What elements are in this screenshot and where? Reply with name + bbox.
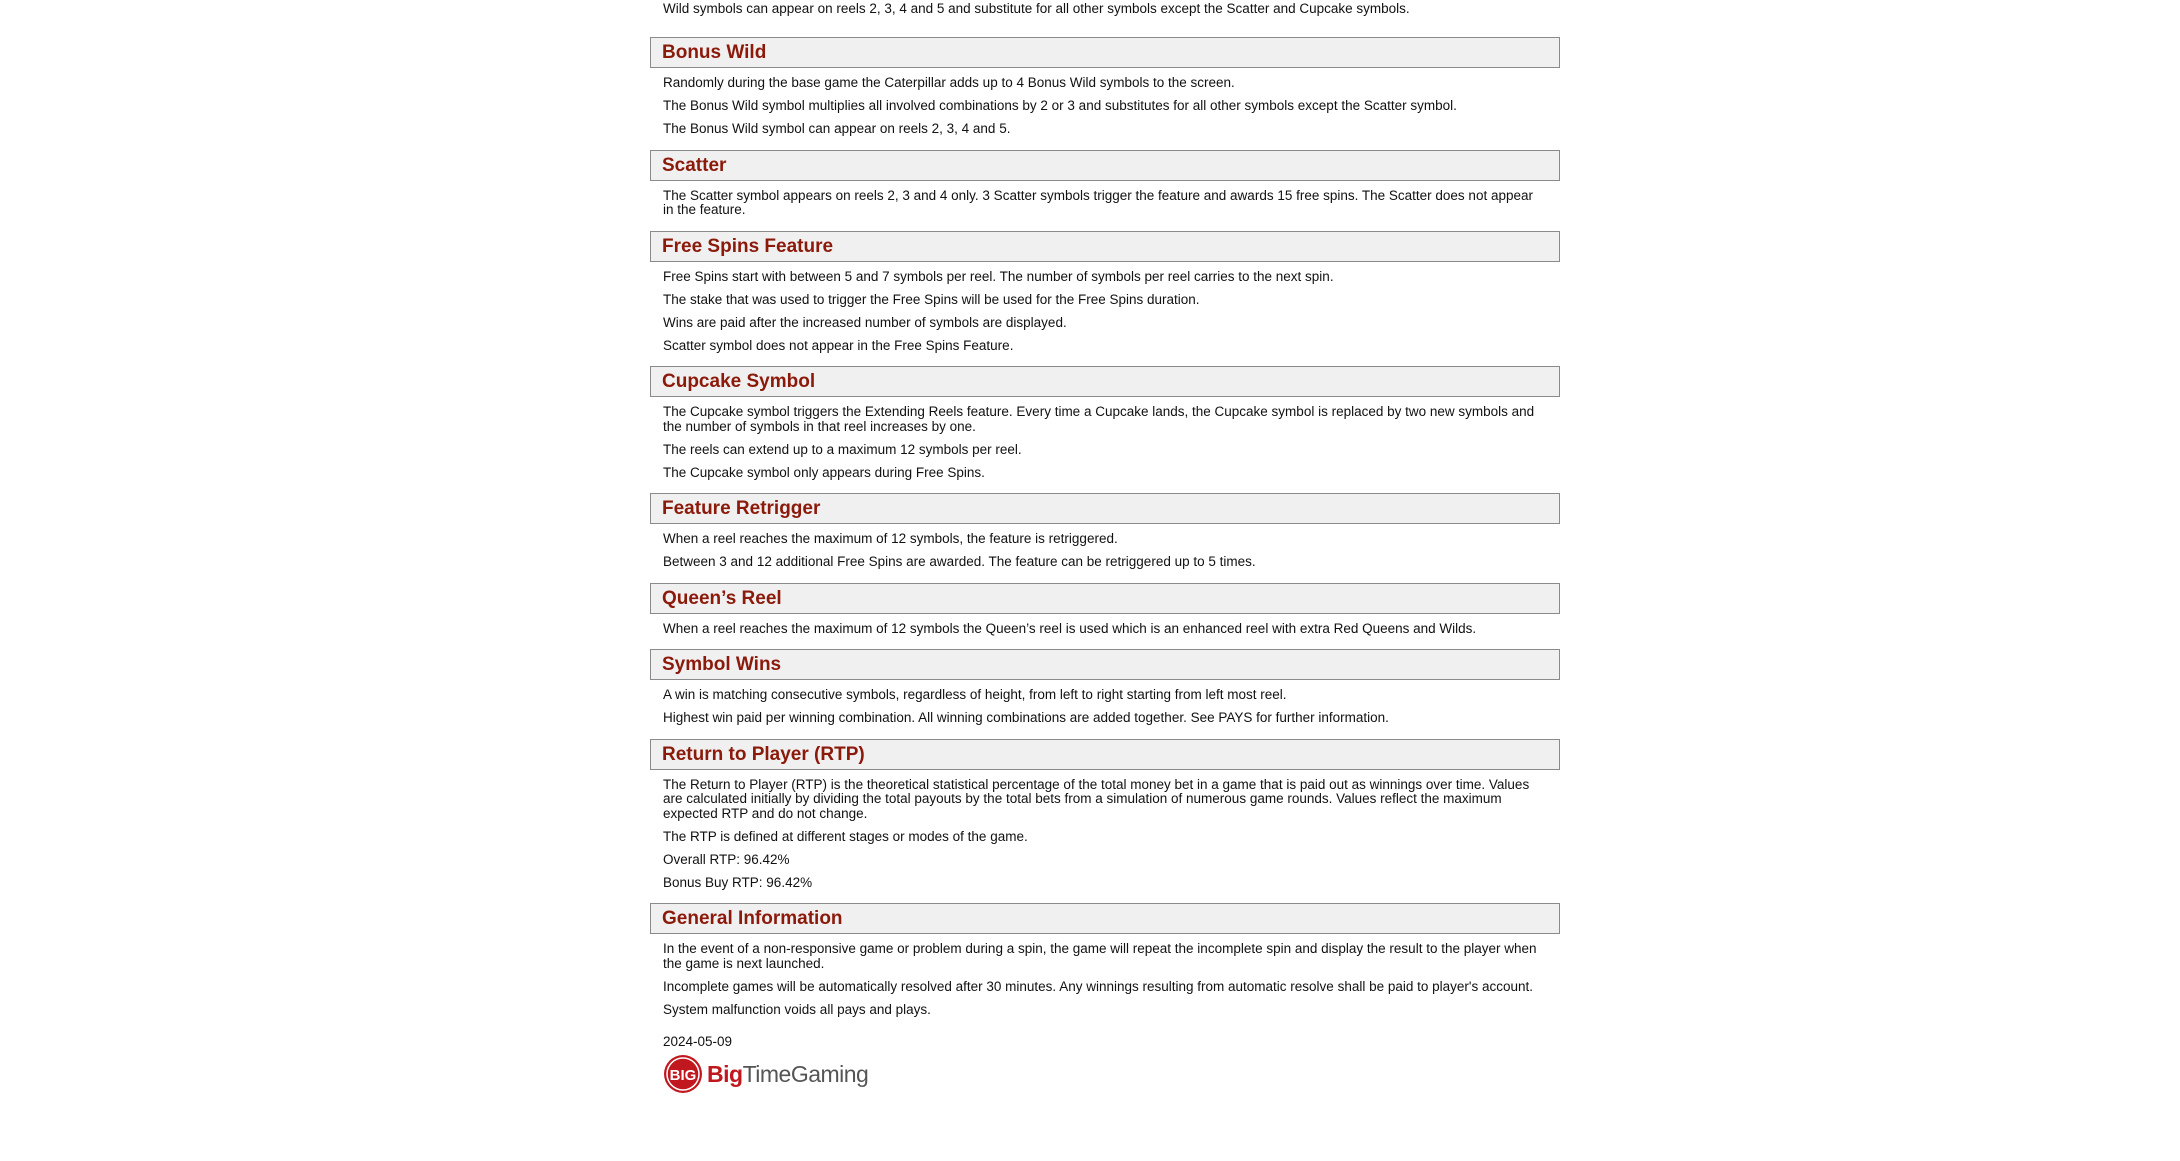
section-symbol-wins [650,649,1560,739]
section-cupcake-symbol [650,366,1560,493]
section-body [650,524,1560,583]
section-paragraph: A win is matching consecutive symbols, regardless of height, from left to right starting from left most reel. [663,687,1287,702]
section-heading: Symbol Wins [650,649,1560,680]
section-heading: Cupcake Symbol [650,366,1560,397]
section-body [650,68,1560,150]
brand-word-big: Big [707,1060,743,1087]
brand-wordmark [707,1061,868,1088]
section-paragraph: When a reel reaches the maximum of 12 symbols, the feature is retriggered. [663,531,1118,546]
section-paragraph: Overall RTP: 96.42% [663,851,790,867]
big-badge-icon [663,1054,703,1094]
section-heading: General Information [650,903,1560,934]
sections-list [650,37,1560,1030]
section-heading: Return to Player (RTP) [650,739,1560,770]
section-paragraph: Free Spins start with between 5 and 7 symbols per reel. The number of symbols per reel carries to the next spin. [663,268,1334,284]
section-paragraph: The Cupcake symbol only appears during Free Spins. [663,464,985,480]
section-return-to-player-rtp [650,739,1560,904]
section-general-information [650,903,1560,1030]
section-heading: Bonus Wild [650,37,1560,68]
section-paragraph: System malfunction voids all pays and plays. [663,1001,931,1017]
section-bonus-wild [650,37,1560,150]
section-queen-s-reel [650,583,1560,650]
section-paragraph: The Return to Player (RTP) is the theoretical statistical percentage of the total money bet in a game that is paid out as winnings over time. Values are calculated initially by dividing the total payouts by the total bets from a simulation of numerous game rounds. Values reflect the maximum expected RTP and do not change. [663,776,1530,821]
section-paragraph: The Scatter symbol appears on reels 2, 3 and 4 only. 3 Scatter symbols trigger the feature and awards 15 free spins. The Scatter does not appear in the feature. [663,187,1533,217]
footer [663,1034,1560,1097]
section-body [650,770,1560,904]
logo-badge-text: BIG [669,1067,697,1084]
section-paragraph: The stake that was used to trigger the Free Spins will be used for the Free Spins duration. [663,291,1200,307]
brand-word-timegaming: TimeGaming [742,1060,869,1087]
section-paragraph: Scatter symbol does not appear in the Free Spins Feature. [663,337,1014,353]
section-body [650,934,1560,1030]
section-body [650,262,1560,367]
section-body [650,397,1560,493]
section-paragraph: The Cupcake symbol triggers the Extending Reels feature. Every time a Cupcake lands, the Cupcake symbol is replaced by two new symbols and the number of symbols in that reel increases by one. [663,404,1535,434]
paytable-content [650,0,1560,1097]
wild-intro-text: Wild symbols can appear on reels 2, 3, 4 and 5 and substitute for all other symbols except the Scatter and Cupcake symbols. [663,1,1410,16]
version-date: 2024-05-09 [663,1034,733,1049]
section-feature-retrigger [650,493,1560,583]
section-scatter [650,150,1560,231]
section-paragraph: Highest win paid per winning combination. All winning combinations are added together. See PAYS for further information. [663,710,1389,725]
section-paragraph: Incomplete games will be automatically resolved after 30 minutes. Any winnings resulting from automatic resolve shall be paid to player's account. [663,978,1534,994]
section-body [650,614,1560,650]
section-body [650,680,1560,739]
section-paragraph: Wins are paid after the increased number of symbols are displayed. [663,314,1067,330]
section-paragraph: Bonus Buy RTP: 96.42% [663,874,813,890]
section-paragraph: When a reel reaches the maximum of 12 symbols the Queen’s reel is used which is an enhanced reel with extra Red Queens and Wilds. [663,620,1477,636]
section-heading: Queen’s Reel [650,583,1560,614]
section-heading: Feature Retrigger [650,493,1560,524]
section-body [650,181,1560,231]
section-paragraph: The Bonus Wild symbol can appear on reels 2, 3, 4 and 5. [663,121,1011,136]
section-paragraph: The Bonus Wild symbol multiplies all involved combinations by 2 or 3 and substitutes for all other symbols except the Scatter symbol. [663,98,1457,113]
section-paragraph: In the event of a non-responsive game or problem during a spin, the game will repeat the incomplete spin and display the result to the player when the game is next launched. [663,941,1537,971]
section-paragraph: Randomly during the base game the Caterpillar adds up to 4 Bonus Wild symbols to the screen. [663,75,1235,90]
section-free-spins-feature [650,231,1560,367]
section-heading: Free Spins Feature [650,231,1560,262]
section-paragraph: The reels can extend up to a maximum 12 symbols per reel. [663,441,1022,457]
section-heading: Scatter [650,150,1560,181]
section-paragraph: The RTP is defined at different stages or modes of the game. [663,828,1028,844]
section-paragraph: Between 3 and 12 additional Free Spins are awarded. The feature can be retriggered up to 5 times. [663,554,1256,569]
brand-logo [663,1051,1560,1097]
